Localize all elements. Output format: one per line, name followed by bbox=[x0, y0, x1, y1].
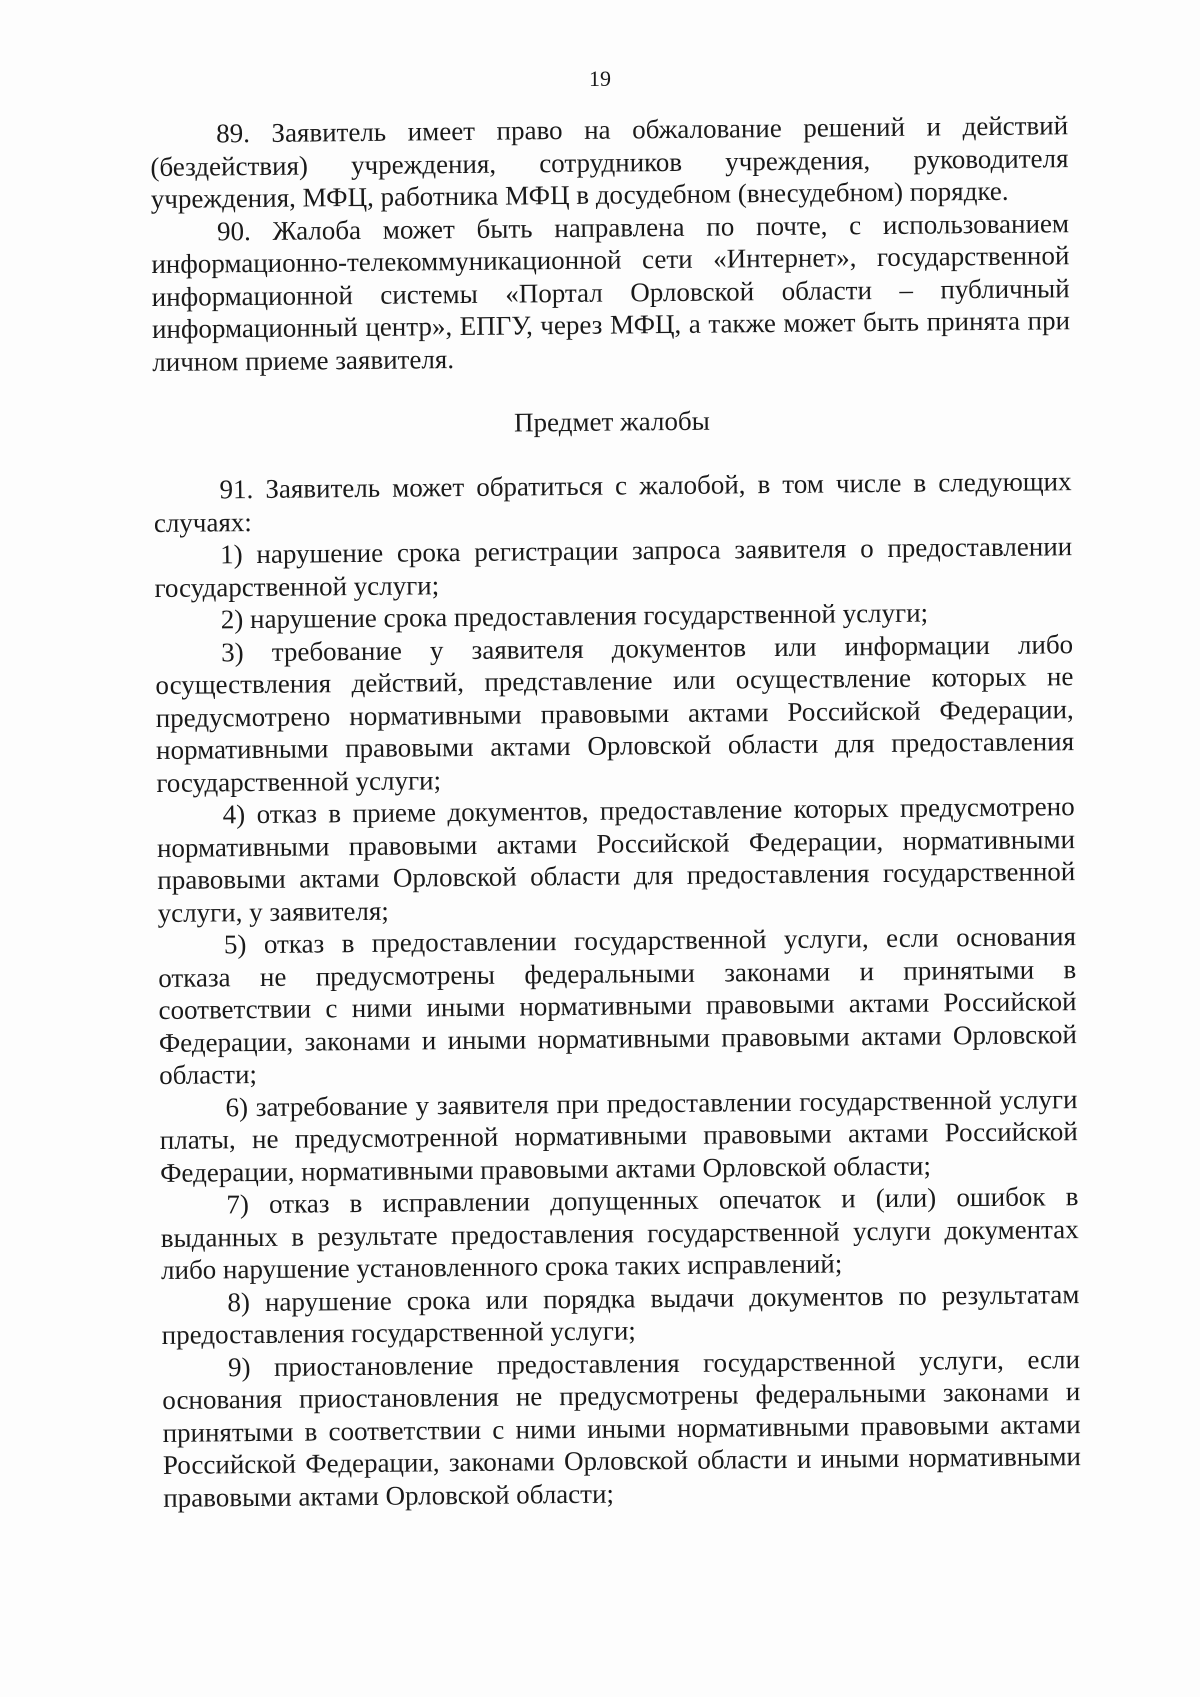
list-item-9: 9) приостановление предоставления государственной услуги, если основания приостановления не предусмотрены федеральными законами и принятыми в соответствии с ними иными нормативными правовыми актами Российской Федерации, законами Орловской области и иными нормативными правовыми актами Орловской области; bbox=[162, 1343, 1082, 1513]
list-item-8: 8) нарушение срока или порядка выдачи документов по результатам предоставления государственной услуги; bbox=[161, 1278, 1080, 1350]
paragraph-89: 89. Заявитель имеет право на обжалование решений и действий (бездействия) учреждения, сотрудников учреждения, руководителя учреждения, МФЦ, работника МФЦ в досудебном (внесудебном) порядке. bbox=[150, 110, 1069, 214]
list-item-1: 1) нарушение срока регистрации запроса заявителя о предоставлении государственной услуги; bbox=[154, 531, 1073, 603]
page-number: 19 bbox=[589, 66, 611, 91]
list-item-2: 2) нарушение срока предоставления государственной услуги; bbox=[220, 597, 929, 635]
list-item-4: 4) отказ в приеме документов, предоставление которых предусмотрено нормативными правовыми актами Российской Федерации, нормативными правовыми актами Орловской области для предоставления государственной услуги, у заявителя; bbox=[156, 791, 1076, 928]
list-item-6: 6) затребование у заявителя при предоставлении государственной услуги платы, не предусмотренной нормативными правовыми актами Российской Федерации, нормативными правовыми актами Орловской области; bbox=[159, 1083, 1078, 1188]
paragraph-90: 90. Жалоба может быть направлена по почте, с использованием информационно-телекоммуникационной сети «Интернет», государственной информационной системы «Портал Орловской области – публичный информационный центр», ЕПГУ, через МФЦ, а также может быть принята при личном приеме заявителя. bbox=[151, 207, 1071, 377]
list-item-3: 3) требование у заявителя документов или информации либо осуществления действий, представление или осуществление которых не предусмотрено нормативными правовыми актами Российской Федерации, нормативными правовыми актами Орловской области для предоставления государственной услуги; bbox=[155, 628, 1075, 798]
list-item-5: 5) отказ в предоставлении государственной услуги, если основания отказа не предусмотрены федеральными законами и принятыми в соответствии с ними иными нормативными правовыми актами Российской Федерации, законами и иными нормативными правовыми актами Орловской области; bbox=[158, 921, 1077, 1090]
paragraph-91: 91. Заявитель может обратиться с жалобой, в том числе в следующих случаях: bbox=[153, 466, 1072, 538]
document-body bbox=[150, 109, 1081, 1514]
list-item-7: 7) отказ в исправлении допущенных опечаток и (или) ошибок в выданных в результате предоставления государственной услуги документах либо нарушение установленного срока таких исправлений; bbox=[160, 1181, 1079, 1285]
section-heading: Предмет жалобы bbox=[513, 405, 710, 438]
